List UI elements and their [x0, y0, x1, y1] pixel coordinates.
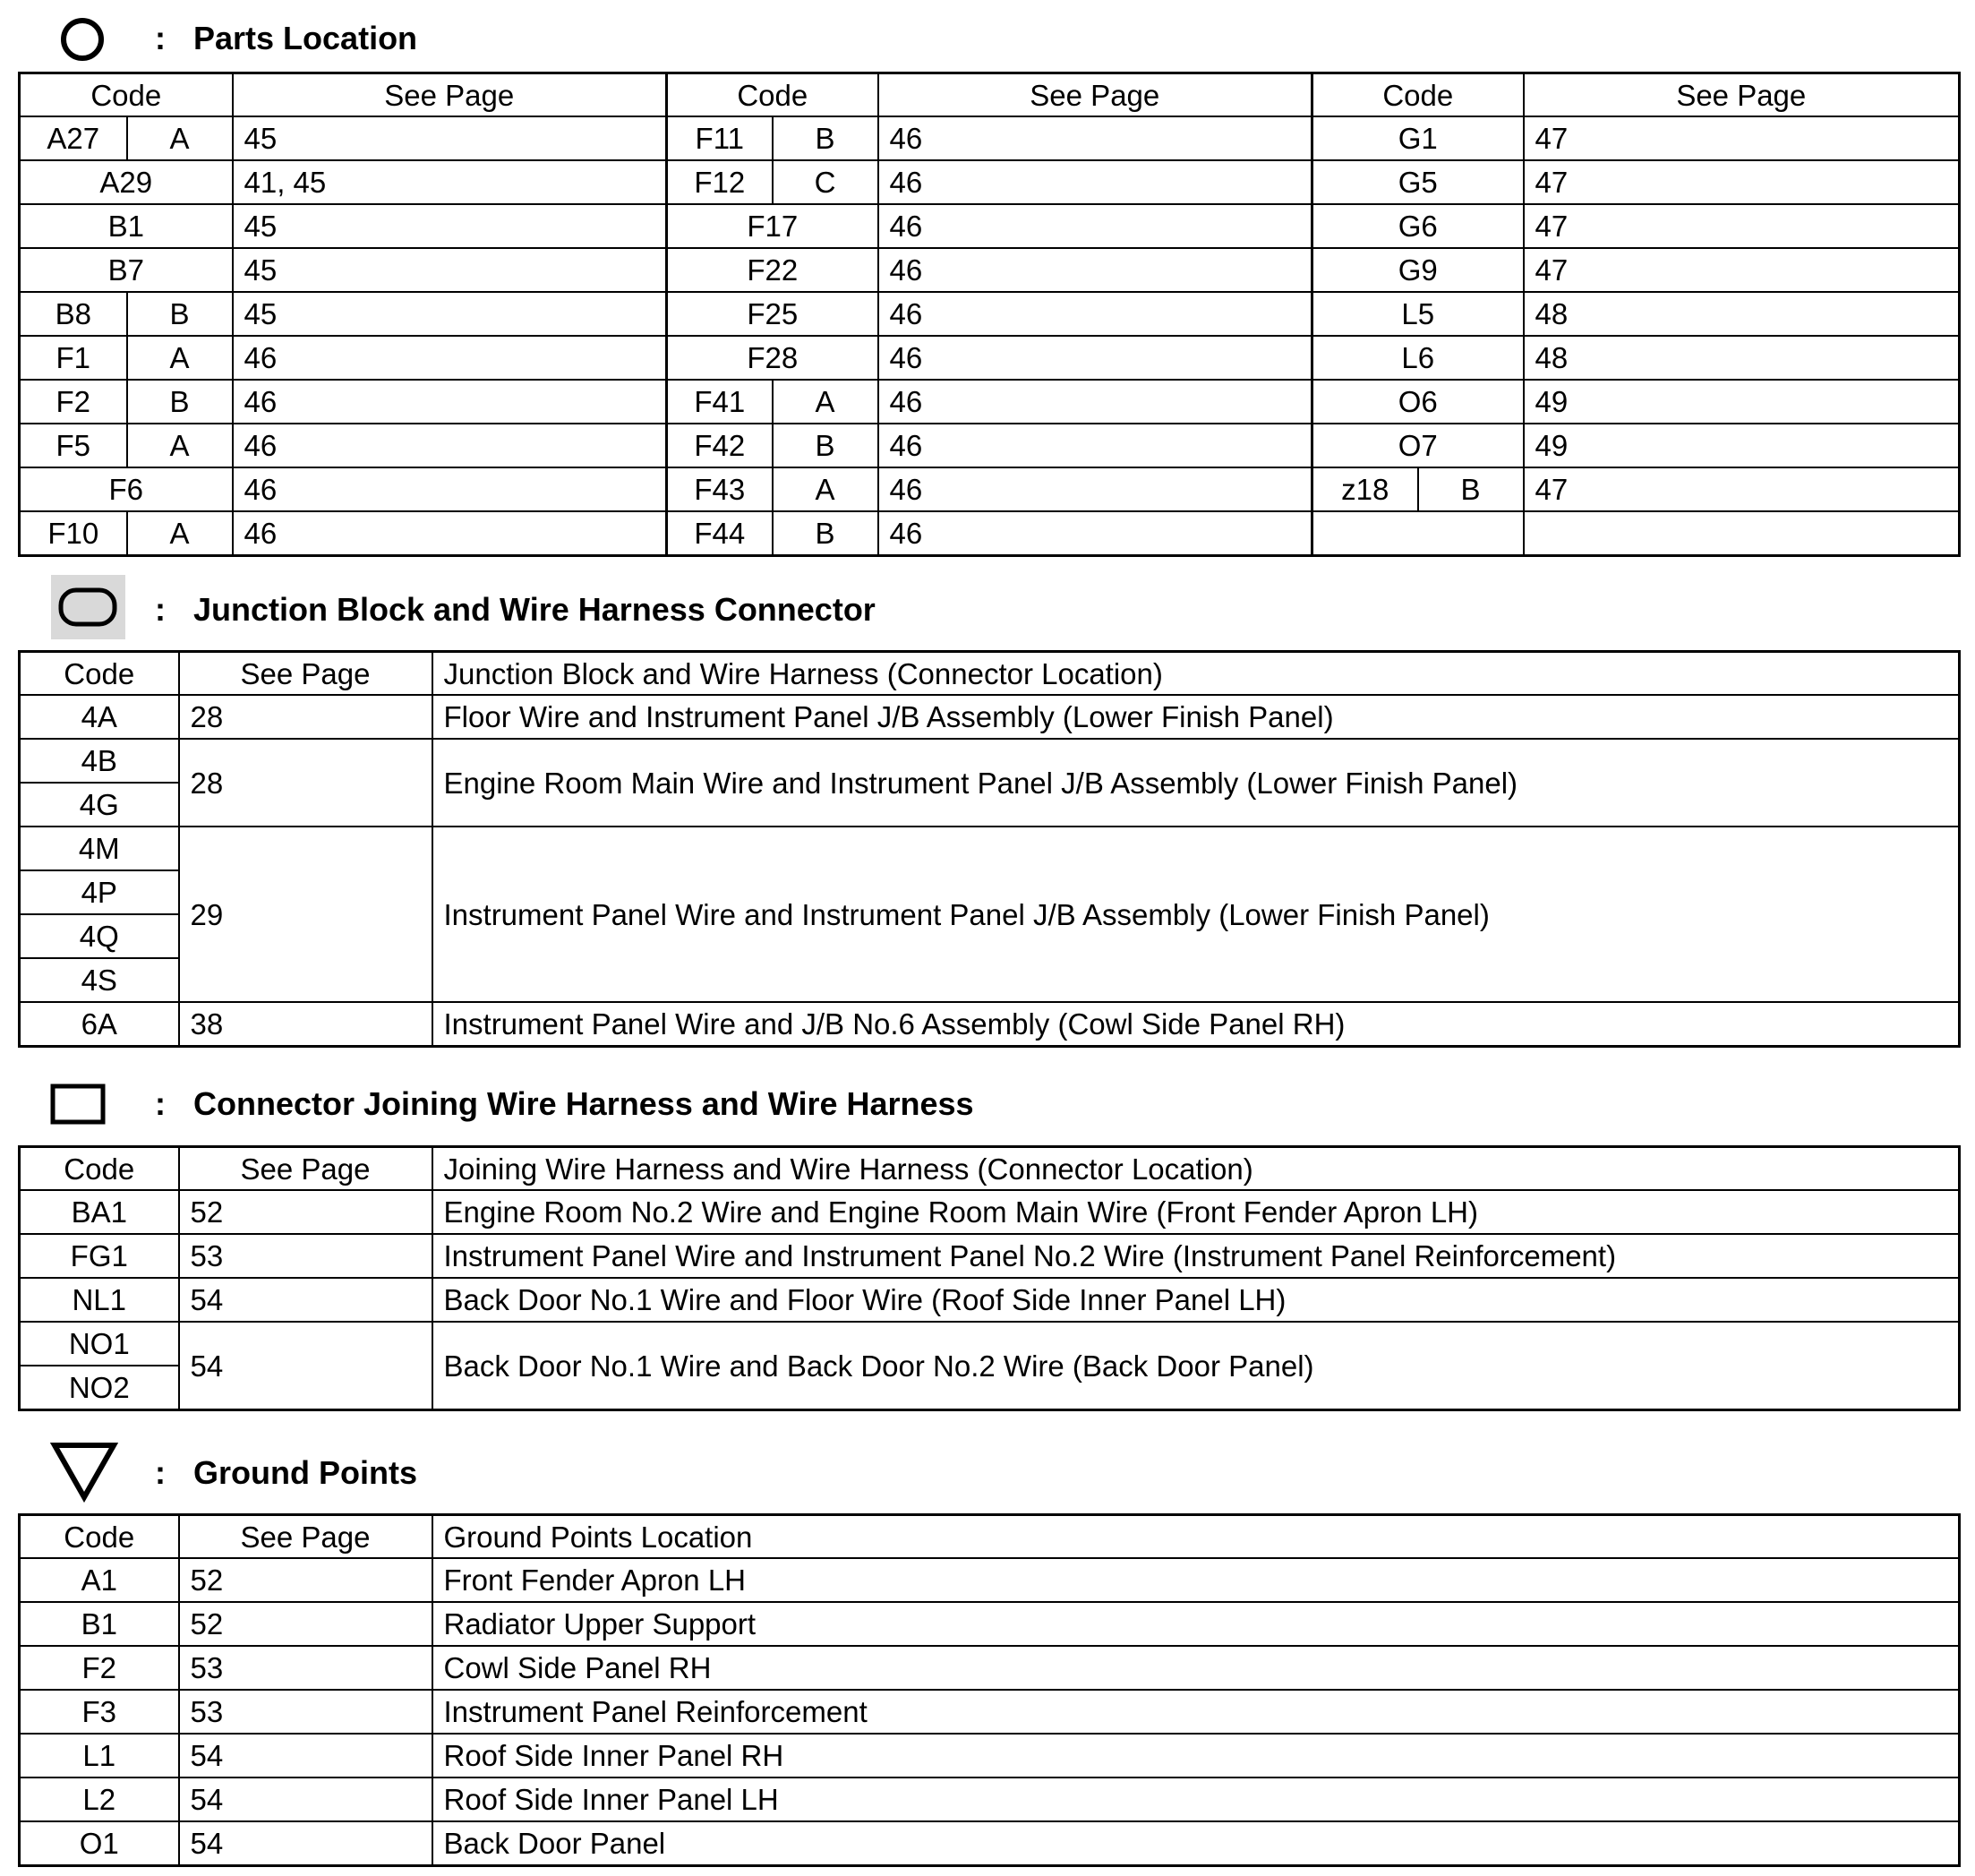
code-cell: F44	[667, 511, 773, 556]
variant-cell: B	[773, 424, 878, 467]
variant-cell: A	[773, 380, 878, 424]
table-row	[20, 116, 1960, 160]
code-cell: F11	[667, 116, 773, 160]
location-header: Junction Block and Wire Harness (Connector Location)	[432, 652, 1960, 696]
code-cell: 6A	[20, 1002, 179, 1047]
connector-joining-table	[18, 1145, 1961, 1411]
code-cell: G5	[1312, 160, 1524, 204]
heading-colon: :	[155, 1085, 166, 1122]
variant-cell: B	[1418, 467, 1524, 511]
location-cell: Engine Room Main Wire and Instrument Panel J/B Assembly (Lower Finish Panel)	[432, 739, 1960, 827]
code-cell: FG1	[20, 1234, 179, 1278]
page-cell: 29	[179, 827, 432, 1002]
code-header: Code	[1312, 73, 1524, 117]
variant-cell: B	[127, 380, 233, 424]
circle-icon	[59, 16, 106, 63]
page-cell: 46	[878, 160, 1312, 204]
table-header-row	[20, 1147, 1960, 1191]
square-icon	[50, 1084, 106, 1125]
location-cell: Roof Side Inner Panel RH	[432, 1734, 1960, 1777]
page-cell	[1524, 511, 1960, 556]
code-cell: 4S	[20, 958, 179, 1002]
code-cell: B1	[20, 204, 233, 248]
code-cell: NL1	[20, 1278, 179, 1322]
code-cell: 4G	[20, 783, 179, 827]
page-cell: 47	[1524, 248, 1960, 292]
see-page-header: See Page	[179, 1147, 432, 1191]
code-cell	[1312, 511, 1524, 556]
table-row	[20, 695, 1960, 739]
code-cell: L2	[20, 1777, 179, 1821]
table-row	[20, 467, 1960, 511]
code-header: Code	[20, 652, 179, 696]
code-cell: F28	[667, 336, 878, 380]
table-row	[20, 1777, 1960, 1821]
page-cell: 49	[1524, 424, 1960, 467]
code-cell: F17	[667, 204, 878, 248]
location-cell: Engine Room No.2 Wire and Engine Room Main Wire (Front Fender Apron LH)	[432, 1190, 1960, 1234]
variant-cell: A	[127, 116, 233, 160]
code-cell: 4P	[20, 870, 179, 914]
page-cell: 46	[878, 467, 1312, 511]
ground-points-table	[18, 1513, 1961, 1867]
code-cell: F3	[20, 1690, 179, 1734]
table-header-row	[20, 73, 1960, 117]
code-cell: F2	[20, 380, 127, 424]
variant-cell: A	[127, 424, 233, 467]
page-cell: 46	[878, 248, 1312, 292]
page-cell: 54	[179, 1777, 432, 1821]
page-cell: 45	[233, 116, 667, 160]
page-cell: 54	[179, 1322, 432, 1410]
table-row	[20, 1558, 1960, 1602]
variant-cell: C	[773, 160, 878, 204]
table-row	[20, 1821, 1960, 1866]
code-cell: F10	[20, 511, 127, 556]
variant-cell: B	[773, 511, 878, 556]
code-cell: F6	[20, 467, 233, 511]
table-row	[20, 1734, 1960, 1777]
table-row	[20, 160, 1960, 204]
see-page-header: See Page	[179, 1515, 432, 1559]
code-cell: L6	[1312, 336, 1524, 380]
code-cell: F12	[667, 160, 773, 204]
page-cell: 48	[1524, 292, 1960, 336]
table-row	[20, 248, 1960, 292]
page-cell: 54	[179, 1734, 432, 1777]
table-row	[20, 1234, 1960, 1278]
code-cell: 4B	[20, 739, 179, 783]
page-cell: 46	[233, 424, 667, 467]
table-row	[20, 380, 1960, 424]
page-cell: 46	[878, 204, 1312, 248]
code-cell: F2	[20, 1646, 179, 1690]
table-row	[20, 1322, 1960, 1366]
page-cell: 54	[179, 1278, 432, 1322]
code-cell: L1	[20, 1734, 179, 1777]
code-cell: BA1	[20, 1190, 179, 1234]
variant-cell: B	[127, 292, 233, 336]
code-header: Code	[20, 73, 233, 117]
page-cell: 46	[878, 380, 1312, 424]
page-cell: 47	[1524, 116, 1960, 160]
heading-colon: :	[155, 20, 166, 56]
location-cell: Instrument Panel Reinforcement	[432, 1690, 1960, 1734]
junction-block-table	[18, 650, 1961, 1048]
variant-cell: A	[773, 467, 878, 511]
location-cell: Instrument Panel Wire and Instrument Panel J/B Assembly (Lower Finish Panel)	[432, 827, 1960, 1002]
page-cell: 47	[1524, 204, 1960, 248]
code-cell: A27	[20, 116, 127, 160]
variant-cell: A	[127, 511, 233, 556]
code-cell: G9	[1312, 248, 1524, 292]
table-row	[20, 336, 1960, 380]
page-cell: 46	[878, 511, 1312, 556]
table-header-row	[20, 652, 1960, 696]
see-page-header: See Page	[1524, 73, 1960, 117]
page-cell: 46	[878, 424, 1312, 467]
location-cell: Back Door Panel	[432, 1821, 1960, 1866]
page-cell: 45	[233, 204, 667, 248]
location-cell: Cowl Side Panel RH	[432, 1646, 1960, 1690]
code-cell: B1	[20, 1602, 179, 1646]
code-cell: L5	[1312, 292, 1524, 336]
page-cell: 53	[179, 1646, 432, 1690]
code-cell: B7	[20, 248, 233, 292]
table-row	[20, 424, 1960, 467]
code-cell: O7	[1312, 424, 1524, 467]
code-cell: 4A	[20, 695, 179, 739]
location-cell: Back Door No.1 Wire and Back Door No.2 Wire (Back Door Panel)	[432, 1322, 1960, 1410]
code-cell: G1	[1312, 116, 1524, 160]
heading-colon: :	[155, 591, 166, 628]
code-cell: G6	[1312, 204, 1524, 248]
location-cell: Back Door No.1 Wire and Floor Wire (Roof Side Inner Panel LH)	[432, 1278, 1960, 1322]
code-header: Code	[20, 1147, 179, 1191]
heading-colon: :	[155, 1454, 166, 1491]
table-row	[20, 827, 1960, 870]
section-title: Ground Points	[193, 1454, 417, 1491]
code-cell: F41	[667, 380, 773, 424]
page-cell: 45	[233, 292, 667, 336]
page-cell: 47	[1524, 467, 1960, 511]
variant-cell: A	[127, 336, 233, 380]
rounded-box-icon	[51, 575, 125, 639]
code-cell: NO2	[20, 1366, 179, 1410]
page-cell: 41, 45	[233, 160, 667, 204]
table-row	[20, 739, 1960, 783]
page-cell: 28	[179, 695, 432, 739]
location-cell: Floor Wire and Instrument Panel J/B Assembly (Lower Finish Panel)	[432, 695, 1960, 739]
code-cell: z18	[1312, 467, 1418, 511]
page-cell: 46	[233, 467, 667, 511]
code-cell: F22	[667, 248, 878, 292]
page-cell: 52	[179, 1558, 432, 1602]
table-row	[20, 1690, 1960, 1734]
code-cell: A29	[20, 160, 233, 204]
page-cell: 46	[233, 336, 667, 380]
page-cell: 46	[233, 511, 667, 556]
see-page-header: See Page	[179, 652, 432, 696]
code-cell: A1	[20, 1558, 179, 1602]
code-cell: O6	[1312, 380, 1524, 424]
section-title: Connector Joining Wire Harness and Wire Harness	[193, 1085, 974, 1122]
table-row	[20, 511, 1960, 556]
see-page-header: See Page	[233, 73, 667, 117]
page-cell: 53	[179, 1690, 432, 1734]
table-row	[20, 204, 1960, 248]
code-header: Code	[20, 1515, 179, 1559]
page-cell: 53	[179, 1234, 432, 1278]
see-page-header: See Page	[878, 73, 1312, 117]
table-row	[20, 1190, 1960, 1234]
page-cell: 54	[179, 1821, 432, 1866]
page-cell: 48	[1524, 336, 1960, 380]
page-cell: 28	[179, 739, 432, 827]
page-cell: 45	[233, 248, 667, 292]
table-row	[20, 1278, 1960, 1322]
code-cell: O1	[20, 1821, 179, 1866]
code-cell: F42	[667, 424, 773, 467]
table-row	[20, 1002, 1960, 1047]
page-cell: 46	[233, 380, 667, 424]
code-cell: 4M	[20, 827, 179, 870]
table-row	[20, 1602, 1960, 1646]
code-cell: B8	[20, 292, 127, 336]
location-header: Ground Points Location	[432, 1515, 1960, 1559]
page-cell: 47	[1524, 160, 1960, 204]
page-cell: 38	[179, 1002, 432, 1047]
code-header: Code	[667, 73, 878, 117]
junction-block-heading	[0, 573, 1975, 645]
page-cell: 46	[878, 292, 1312, 336]
page-cell: 52	[179, 1602, 432, 1646]
variant-cell: B	[773, 116, 878, 160]
location-cell: Radiator Upper Support	[432, 1602, 1960, 1646]
page-cell: 49	[1524, 380, 1960, 424]
location-header: Joining Wire Harness and Wire Harness (Connector Location)	[432, 1147, 1960, 1191]
location-cell: Instrument Panel Wire and J/B No.6 Assembly (Cowl Side Panel RH)	[432, 1002, 1960, 1047]
page-cell: 46	[878, 116, 1312, 160]
code-cell: 4Q	[20, 914, 179, 958]
location-cell: Instrument Panel Wire and Instrument Panel No.2 Wire (Instrument Panel Reinforcement)	[432, 1234, 1960, 1278]
code-cell: F43	[667, 467, 773, 511]
section-title: Junction Block and Wire Harness Connector	[193, 591, 876, 628]
page-cell: 52	[179, 1190, 432, 1234]
section-title: Parts Location	[193, 20, 418, 56]
table-header-row	[20, 1515, 1960, 1559]
parts-location-heading	[0, 4, 1975, 75]
code-cell: F25	[667, 292, 878, 336]
parts-location-table	[18, 72, 1961, 557]
code-cell: F1	[20, 336, 127, 380]
location-cell: Roof Side Inner Panel LH	[432, 1777, 1960, 1821]
code-cell: NO1	[20, 1322, 179, 1366]
location-cell: Front Fender Apron LH	[432, 1558, 1960, 1602]
ground-points-heading	[0, 1436, 1975, 1508]
code-cell: F5	[20, 424, 127, 467]
table-row	[20, 1646, 1960, 1690]
triangle-icon	[50, 1440, 118, 1503]
connector-joining-heading	[0, 1067, 1975, 1139]
table-row	[20, 292, 1960, 336]
page-cell: 46	[878, 336, 1312, 380]
